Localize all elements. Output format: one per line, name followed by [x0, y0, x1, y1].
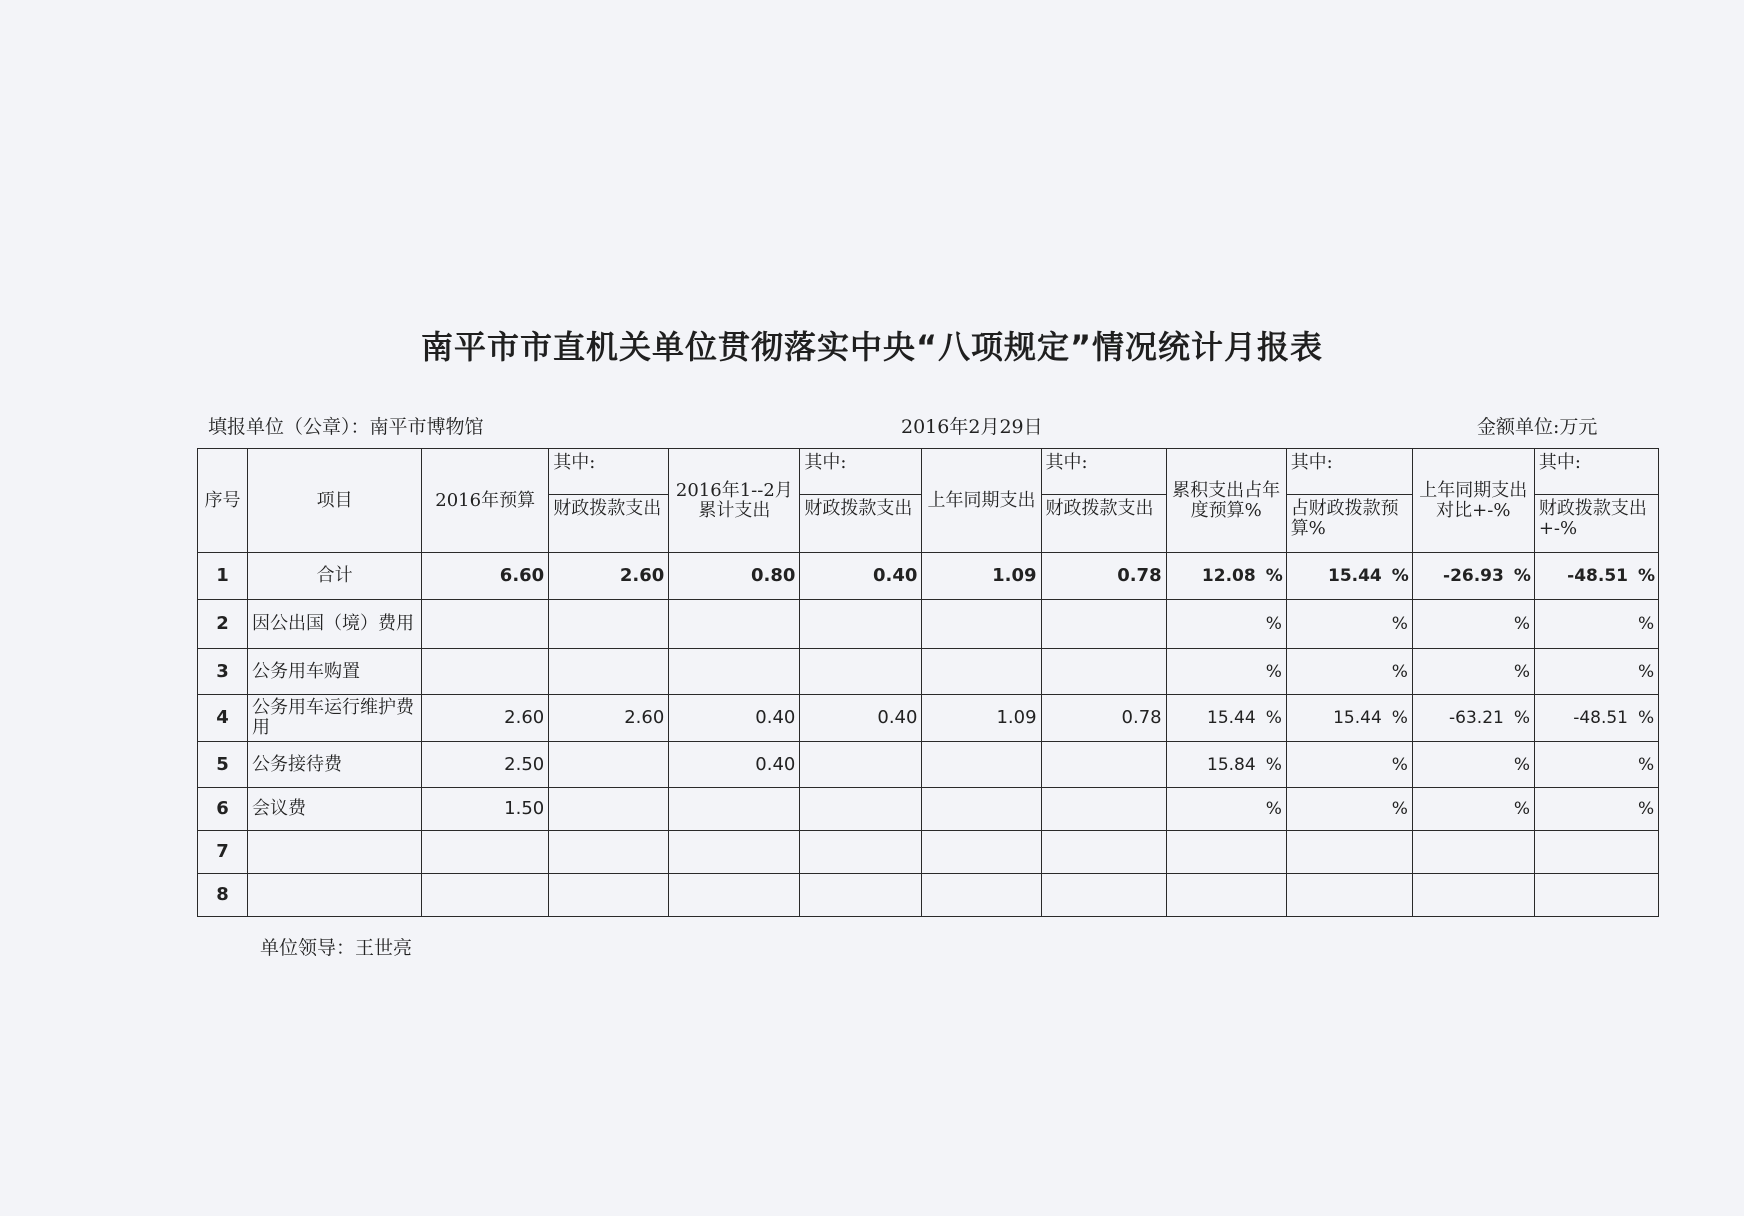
- header-cumulative: 2016年1--2月累计支出: [669, 449, 800, 553]
- percent-sign: %: [1638, 799, 1655, 819]
- cumulative-fiscal-cell: 0.40: [800, 553, 922, 600]
- header-item: 项目: [248, 449, 422, 553]
- yoy-value: -26.93: [1443, 566, 1504, 586]
- seq-cell: 7: [198, 831, 248, 874]
- budget-cell: 1.50: [422, 788, 549, 831]
- last-year-fiscal-cell: [1041, 742, 1166, 788]
- cum-ratio-value: 15.44: [1207, 708, 1256, 728]
- percent-sign: %: [1513, 614, 1530, 634]
- item-cell: 公务接待费: [248, 742, 422, 788]
- table-row: [198, 742, 1659, 788]
- budget-fiscal-cell: [549, 788, 669, 831]
- last-year-cell: [922, 600, 1041, 649]
- reporting-unit: 填报单位（公章）：南平市博物馆: [208, 416, 484, 438]
- percent-sign: %: [1391, 661, 1408, 682]
- fiscal-ratio-value: 15.44: [1327, 566, 1382, 586]
- header-fiscal-yoy: 财政拨款支出+-%: [1534, 495, 1658, 553]
- fiscal-yoy-cell: [1534, 695, 1658, 742]
- last-year-fiscal-cell: [1041, 788, 1166, 831]
- yoy-cell: [1412, 788, 1534, 831]
- header-cum-ratio: 累积支出占年度预算%: [1166, 449, 1286, 553]
- cum-ratio-value: 15.84: [1207, 754, 1256, 775]
- percent-sign: %: [1513, 799, 1530, 819]
- last-year-cell: [922, 788, 1041, 831]
- percent-sign: %: [1391, 566, 1409, 586]
- percent-sign: %: [1391, 754, 1408, 775]
- fiscal-ratio-cell: [1286, 695, 1412, 742]
- budget-cell: [422, 649, 549, 695]
- last-year-fiscal-cell: 0.78: [1041, 553, 1166, 600]
- seq-cell: 2: [198, 600, 248, 649]
- last-year-cell: [922, 649, 1041, 695]
- percent-sign: %: [1265, 566, 1283, 586]
- header-fiscal-expense: 财政拨款支出: [800, 495, 922, 553]
- cum-ratio-cell: [1166, 553, 1286, 600]
- table-row: [198, 831, 1659, 874]
- yoy-cell: [1412, 742, 1534, 788]
- fiscal-ratio-cell: [1286, 742, 1412, 788]
- budget-fiscal-cell: [549, 874, 669, 917]
- percent-sign: %: [1513, 754, 1530, 775]
- budget-cell: [422, 600, 549, 649]
- table-row: [198, 649, 1659, 695]
- cum-ratio-cell: [1166, 742, 1286, 788]
- percent-sign: %: [1391, 708, 1408, 728]
- fiscal-ratio-cell: [1286, 649, 1412, 695]
- budget-fiscal-cell: [549, 649, 669, 695]
- budget-fiscal-cell: 2.60: [549, 695, 669, 742]
- table-row: [198, 553, 1659, 600]
- seq-cell: 5: [198, 742, 248, 788]
- seq-cell: 3: [198, 649, 248, 695]
- cum-ratio-cell: [1166, 695, 1286, 742]
- fiscal-yoy-cell: [1534, 788, 1658, 831]
- header-fiscal-expense: 财政拨款支出: [1041, 495, 1166, 553]
- header-of-which: 其中:: [1534, 449, 1658, 495]
- table-row: [198, 788, 1659, 831]
- budget-fiscal-cell: [549, 600, 669, 649]
- fiscal-yoy-cell: [1534, 553, 1658, 600]
- budget-fiscal-cell: [549, 831, 669, 874]
- last-year-fiscal-cell: [1041, 600, 1166, 649]
- header-of-which: 其中:: [1041, 449, 1166, 495]
- percent-sign: %: [1513, 661, 1530, 682]
- report-title: 南平市市直机关单位贯彻落实中央“八项规定”情况统计月报表: [420, 328, 1324, 366]
- cumulative-cell: [669, 874, 800, 917]
- cumulative-fiscal-cell: [800, 600, 922, 649]
- seq-cell: 1: [198, 553, 248, 600]
- last-year-cell: [922, 831, 1041, 874]
- cum-ratio-cell: [1166, 649, 1286, 695]
- item-cell: 公务用车购置: [248, 649, 422, 695]
- item-cell: 会议费: [248, 788, 422, 831]
- header-of-which: 其中:: [549, 449, 669, 495]
- seq-cell: 8: [198, 874, 248, 917]
- percent-sign: %: [1265, 799, 1282, 819]
- yoy-value: -63.21: [1449, 708, 1504, 728]
- percent-sign: %: [1638, 614, 1655, 634]
- cumulative-cell: [669, 831, 800, 874]
- item-cell: [248, 874, 422, 917]
- last-year-cell: 1.09: [922, 695, 1041, 742]
- last-year-cell: 1.09: [922, 553, 1041, 600]
- fiscal-yoy-value: -48.51: [1573, 708, 1628, 728]
- cumulative-fiscal-cell: 0.40: [800, 695, 922, 742]
- report-date: 2016年2月29日: [901, 416, 1043, 438]
- percent-sign: %: [1638, 661, 1655, 682]
- budget-cell: 2.50: [422, 742, 549, 788]
- table-row: [198, 874, 1659, 917]
- cumulative-cell: 0.40: [669, 742, 800, 788]
- header-fiscal-expense: 财政拨款支出: [549, 495, 669, 553]
- fiscal-yoy-cell: [1534, 600, 1658, 649]
- table-row: [198, 600, 1659, 649]
- percent-sign: %: [1638, 754, 1655, 775]
- header-last-year: 上年同期支出: [922, 449, 1041, 553]
- amount-unit: 金额单位:万元: [1477, 416, 1598, 438]
- cumulative-fiscal-cell: [800, 831, 922, 874]
- yoy-cell: [1412, 874, 1534, 917]
- fiscal-yoy-cell: [1534, 649, 1658, 695]
- percent-sign: %: [1638, 708, 1655, 728]
- cumulative-cell: 0.80: [669, 553, 800, 600]
- last-year-fiscal-cell: [1041, 874, 1166, 917]
- budget-fiscal-cell: [549, 742, 669, 788]
- fiscal-yoy-value: -48.51: [1567, 566, 1628, 586]
- yoy-cell: [1412, 831, 1534, 874]
- header-yoy: 上年同期支出对比+-%: [1412, 449, 1534, 553]
- percent-sign: %: [1513, 708, 1530, 728]
- last-year-fiscal-cell: 0.78: [1041, 695, 1166, 742]
- fiscal-yoy-cell: [1534, 831, 1658, 874]
- fiscal-ratio-value: 15.44: [1333, 708, 1382, 728]
- table-header: [198, 449, 1659, 553]
- yoy-cell: [1412, 600, 1534, 649]
- fiscal-yoy-cell: [1534, 874, 1658, 917]
- percent-sign: %: [1265, 708, 1282, 728]
- header-of-which: 其中:: [800, 449, 922, 495]
- header-seq: 序号: [198, 449, 248, 553]
- header-of-which: 其中:: [1286, 449, 1412, 495]
- budget-cell: 6.60: [422, 553, 549, 600]
- unit-leader-signature: 单位领导：王世亮: [260, 937, 413, 959]
- last-year-cell: [922, 874, 1041, 917]
- last-year-fiscal-cell: [1041, 649, 1166, 695]
- budget-fiscal-cell: 2.60: [549, 553, 669, 600]
- budget-cell: [422, 831, 549, 874]
- percent-sign: %: [1513, 566, 1531, 586]
- header-budget: 2016年预算: [422, 449, 549, 553]
- cumulative-cell: 0.40: [669, 695, 800, 742]
- cum-ratio-cell: [1166, 874, 1286, 917]
- fiscal-ratio-cell: [1286, 553, 1412, 600]
- percent-sign: %: [1638, 566, 1656, 586]
- fiscal-ratio-cell: [1286, 874, 1412, 917]
- table-row: [198, 695, 1659, 742]
- cum-ratio-cell: [1166, 831, 1286, 874]
- cumulative-fiscal-cell: [800, 788, 922, 831]
- budget-cell: [422, 874, 549, 917]
- yoy-cell: [1412, 649, 1534, 695]
- seq-cell: 4: [198, 695, 248, 742]
- cum-ratio-cell: [1166, 788, 1286, 831]
- cum-ratio-cell: [1166, 600, 1286, 649]
- header-fiscal-ratio: 占财政拨款预算%: [1286, 495, 1412, 553]
- fiscal-ratio-cell: [1286, 788, 1412, 831]
- yoy-cell: [1412, 553, 1534, 600]
- item-cell: 合计: [248, 553, 422, 600]
- fiscal-yoy-cell: [1534, 742, 1658, 788]
- cumulative-fiscal-cell: [800, 742, 922, 788]
- percent-sign: %: [1391, 614, 1408, 634]
- cumulative-cell: [669, 600, 800, 649]
- cumulative-fiscal-cell: [800, 874, 922, 917]
- cum-ratio-value: 12.08: [1201, 566, 1256, 586]
- fiscal-ratio-cell: [1286, 831, 1412, 874]
- percent-sign: %: [1265, 754, 1282, 775]
- percent-sign: %: [1265, 614, 1282, 634]
- yoy-cell: [1412, 695, 1534, 742]
- seq-cell: 6: [198, 788, 248, 831]
- item-cell: 公务用车运行维护费用: [248, 695, 422, 742]
- cumulative-fiscal-cell: [800, 649, 922, 695]
- cumulative-cell: [669, 788, 800, 831]
- budget-cell: 2.60: [422, 695, 549, 742]
- last-year-cell: [922, 742, 1041, 788]
- percent-sign: %: [1391, 799, 1408, 819]
- last-year-fiscal-cell: [1041, 831, 1166, 874]
- report-table: [197, 448, 1659, 917]
- percent-sign: %: [1265, 661, 1282, 682]
- item-cell: [248, 831, 422, 874]
- fiscal-ratio-cell: [1286, 600, 1412, 649]
- cumulative-cell: [669, 649, 800, 695]
- item-cell: 因公出国（境）费用: [248, 600, 422, 649]
